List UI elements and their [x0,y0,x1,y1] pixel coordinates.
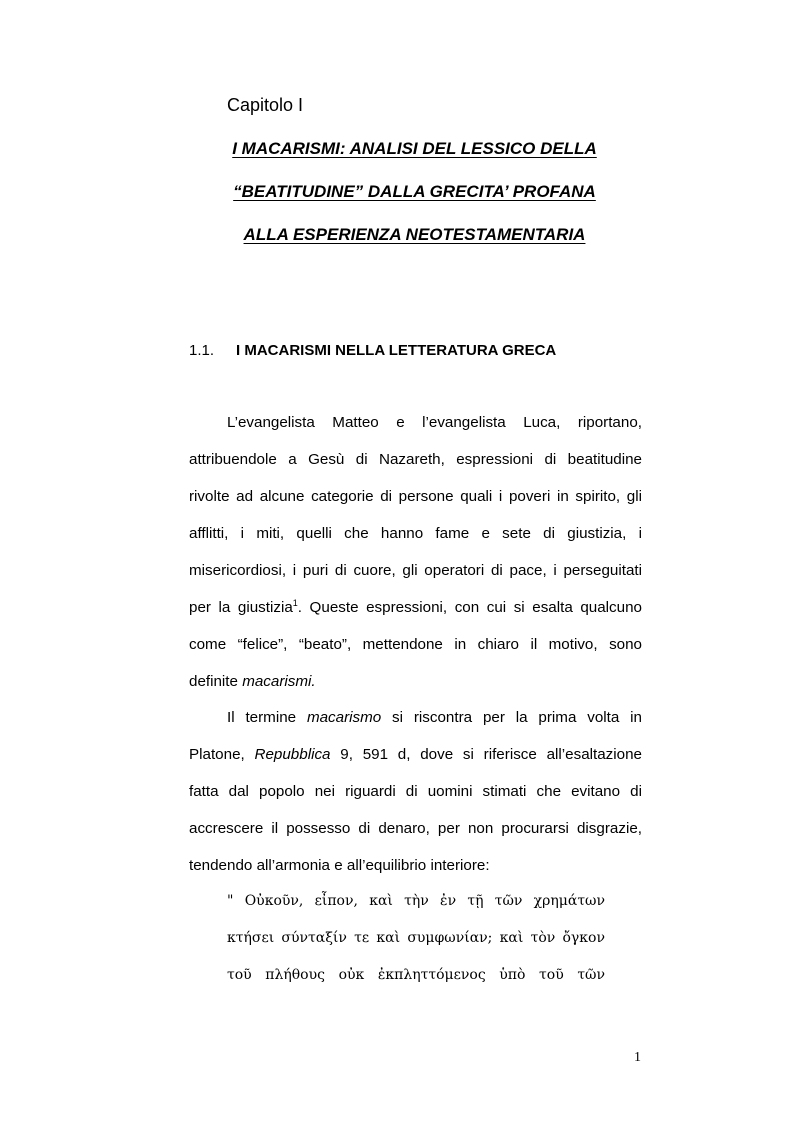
greek-quote-line-2: κτήσει σύνταξίν τε καὶ συμφωνίαν; καὶ τὸν ὄγκον [227,930,605,946]
section-heading [189,341,556,361]
chapter-title-line-3: ALLA ESPERIENZA NEOTESTAMENTARIA [243,225,586,244]
section-number: 1.1. [189,342,215,359]
paragraph-1-line-3: rivolte ad alcune categorie di persone quali i poveri in spirito, gli [189,488,642,505]
paragraph-2-line-3: fatta dal popolo nei riguardi di uomini stimati che evitano di [189,783,642,800]
term-macarismi: macarismi. [242,673,316,690]
paragraph-1-line-4: afflitti, i miti, quelli che hanno fame e sete di giustizia, i [189,525,642,542]
paragraph-1-line-1: L’evangelista Matteo e l’evangelista Luca, riportano, [227,414,642,431]
term-macarismo: macarismo [306,709,382,726]
chapter-title-line-1: I MACARISMI: ANALISI DEL LESSICO DELLA [232,139,597,158]
paragraph-1-line-6 [189,598,642,618]
paragraph-2-line-5: tendendo all’armonia e all’equilibrio interiore: [189,857,490,874]
footnote-reference[interactable]: 1 [292,597,298,608]
paragraph-2-line-2-text-b: 9, 591 d, dove si riferisce all’esaltazione [330,746,642,763]
paragraph-2-line-2-text-a: Platone, [189,746,255,763]
paragraph-1-line-5: misericordiosi, i puri di cuore, gli operatori di pace, i perseguitati [189,562,642,579]
page-number: 1 [634,1050,641,1065]
paragraph-2-line-1-text-a: Il termine [227,709,307,726]
paragraph-1-line-8-text: definite [189,673,243,690]
paragraph-1-line-8 [189,672,642,692]
paragraph-1-line-7: come “felice”, “beato”, mettendone in chiaro il motivo, sono [189,636,642,653]
paragraph-1-line-6-text-a: per la giustizia [189,599,293,616]
paragraph-2-line-4: accrescere il possesso di denaro, per non procurarsi disgrazie, [189,820,642,837]
chapter-label: Capitolo I [227,95,304,115]
greek-quote-line-3: τοῦ πλήθους οὐκ ἐκπληττόμενος ὑπὸ τοῦ τῶν [227,967,605,983]
paragraph-2-line-1-text-b: si riscontra per la prima volta in [381,709,642,726]
paragraph-1-line-6-text-b: . Queste espressioni, con cui si esalta qualcuno [297,599,642,616]
chapter-title-line-2: “BEATITUDINE” DALLA GRECITA’ PROFANA [233,182,596,201]
work-title-repubblica: Repubblica [254,746,331,763]
greek-quote-line-1: " Οὐκοῦν, εἶπον, καὶ τὴν ἐν τῇ τῶν χρημάτων [227,893,605,909]
section-title: I MACARISMI NELLA LETTERATURA GRECA [236,342,557,359]
paragraph-2-line-1 [227,708,642,728]
paragraph-2-line-2 [189,745,642,765]
paragraph-1-line-2: attribuendole a Gesù di Nazareth, espressioni di beatitudine [189,451,642,468]
